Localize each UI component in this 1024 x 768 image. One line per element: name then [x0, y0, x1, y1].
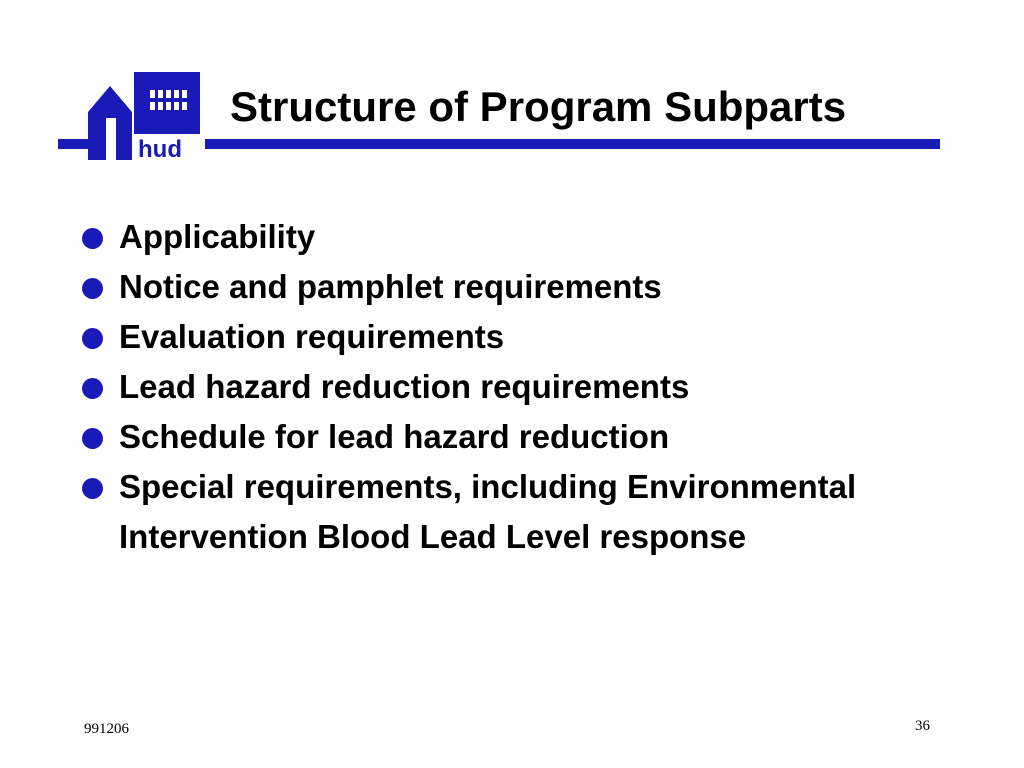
bullet-text: Special requirements, including Environmental Intervention Blood Lead Level response [119, 468, 857, 555]
bullet-item-hazard-reduction [82, 362, 902, 412]
bullet-item-applicability [82, 212, 902, 262]
title-rule [205, 139, 940, 149]
bullet-dot-icon [82, 328, 103, 349]
bullet-text: Schedule for lead hazard reduction [119, 418, 670, 455]
bullet-item-schedule [82, 412, 902, 462]
bullet-item-notice [82, 262, 902, 312]
bullet-text: Notice and pamphlet requirements [119, 268, 662, 305]
bullet-dot-icon [82, 428, 103, 449]
bullet-text: Lead hazard reduction requirements [119, 368, 690, 405]
svg-text:hud: hud [138, 136, 182, 160]
bullet-dot-icon [82, 478, 103, 499]
bullet-item-special [82, 462, 902, 562]
bullet-list [82, 212, 902, 562]
footer-code: 991206 [84, 721, 129, 737]
bullet-text: Applicability [119, 218, 316, 255]
page-number: 36 [915, 718, 930, 734]
slide-title: Structure of Program Subparts [230, 83, 847, 130]
bullet-item-evaluation [82, 312, 902, 362]
bullet-dot-icon [82, 278, 103, 299]
bullet-dot-icon [82, 228, 103, 249]
hud-logo-icon [58, 72, 208, 160]
bullet-dot-icon [82, 378, 103, 399]
bullet-text: Evaluation requirements [119, 318, 505, 355]
